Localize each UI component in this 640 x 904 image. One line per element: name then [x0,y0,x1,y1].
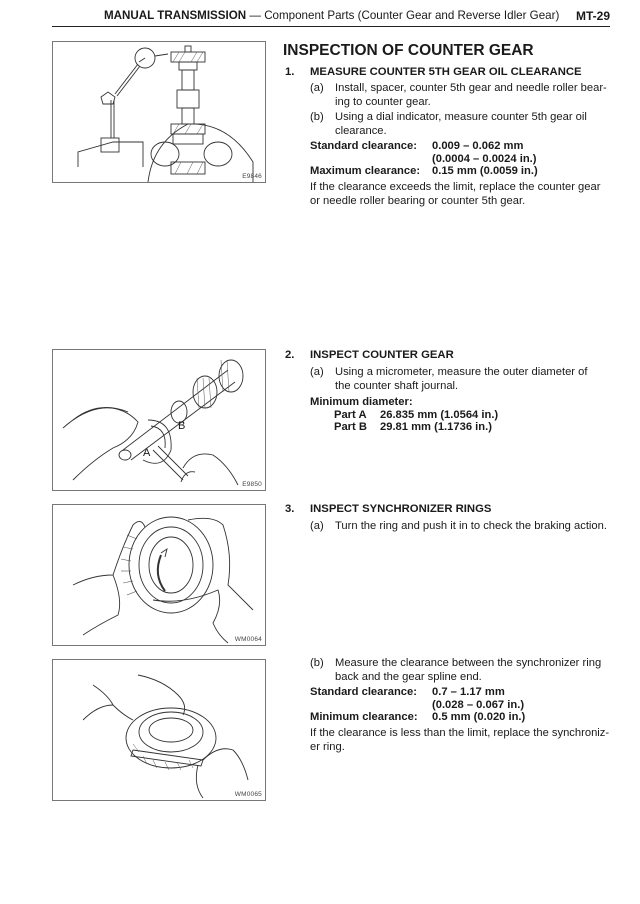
part-label: Part B [334,421,367,434]
item-label: (b) [310,657,324,669]
item-text-line: clearance. [335,124,387,137]
step-1-note [310,181,610,208]
note-line: or needle roller bearing or counter 5th gear. [310,194,526,207]
spec-value: 0.009 – 0.062 mm [432,140,524,152]
step-number: 1. [285,66,295,78]
note-line: er ring. [310,740,345,753]
step-title: MEASURE COUNTER 5TH GEAR OIL CLEARANCE [310,66,582,78]
spec-value: 0.5 mm (0.020 in.) [432,711,526,724]
step-title: INSPECT COUNTER GEAR [310,349,454,361]
step-3-note [310,727,610,754]
figure-micrometer [52,349,266,491]
spec-key: Minimum clearance: [310,711,418,724]
figure-code: E9850 [242,481,262,488]
synchronizer-turn-illustration [53,505,265,645]
label-part-b: B [178,420,186,432]
figure-code: WM0064 [234,636,262,643]
header-section: MANUAL TRANSMISSION [104,9,247,22]
page-number: MT-29 [575,9,610,23]
item-label: (a) [310,366,324,378]
step-title: INSPECT SYNCHRONIZER RINGS [310,503,492,515]
spec-key: Maximum clearance: [310,165,421,178]
spec-key: Standard clearance: [310,140,417,152]
figure-code: E9846 [242,173,262,180]
figure-synchronizer-clearance [52,659,266,801]
item-label: (a) [310,520,324,532]
spec-value: 0.7 – 1.17 mm [432,686,505,698]
spec-key: Standard clearance: [310,686,417,698]
dial-indicator-illustration [53,42,265,182]
note-line: If the clearance exceeds the limit, replace the counter gear [310,181,601,193]
figure-dial-indicator [52,41,266,183]
page-header [52,6,610,27]
item-label: (a) [310,82,324,94]
item-text-line: Turn the ring and push it in to check the braking action. [335,520,607,532]
part-label: Part A [334,408,367,421]
page-title: INSPECTION OF COUNTER GEAR [283,42,534,59]
header-title [104,9,559,22]
header-dash: — [246,9,265,22]
item-text-line: Measure the clearance between the synchronizer ring [335,657,602,669]
item-text-line: Using a dial indicator, measure counter 5th gear oil [335,111,587,123]
spec-heading: Minimum diameter: [310,396,413,408]
synchronizer-clearance-illustration [53,660,265,800]
spec-value: (0.0004 – 0.0024 in.) [432,152,537,165]
step-number: 2. [285,349,295,361]
step-number: 3. [285,503,295,515]
figure-synchronizer-turn [52,504,266,646]
spec-value: (0.028 – 0.067 in.) [432,698,525,711]
part-value: 26.835 mm (1.0564 in.) [380,408,499,421]
item-text-line: back and the gear spline end. [335,670,482,683]
item-text-line: Install, spacer, counter 5th gear and needle roller bear- [335,82,607,94]
part-value: 29.81 mm (1.1736 in.) [380,421,492,434]
micrometer-illustration [53,350,265,490]
item-label: (b) [310,111,324,123]
figure-code: WM0065 [234,791,262,798]
note-line: If the clearance is less than the limit, replace the synchroniz- [310,727,610,739]
item-text-line: the counter shaft journal. [335,379,459,392]
header-subtitle: Component Parts (Counter Gear and Reverse Idler Gear) [264,9,560,22]
label-part-a: A [143,447,151,459]
item-text-line: Using a micrometer, measure the outer diameter of [335,366,588,378]
item-text-line: ing to counter gear. [335,95,431,108]
spec-value: 0.15 mm (0.0059 in.) [432,165,538,178]
